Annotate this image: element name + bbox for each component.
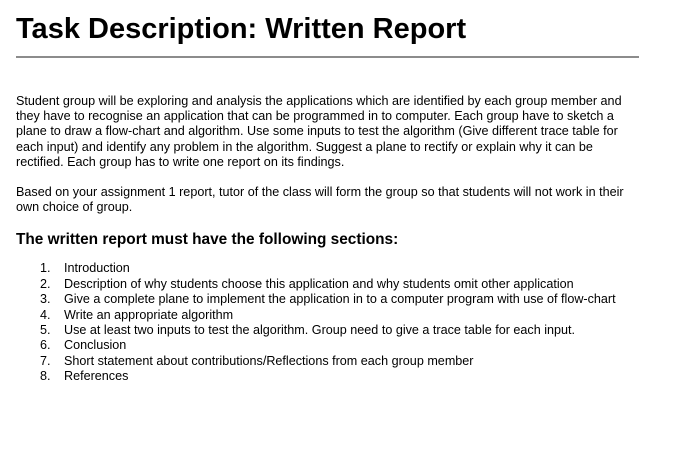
intro-paragraph: Student group will be exploring and analysis the applications which are identified by each group member and they have to recognise an application that can be programmed in to computer. Each group have to sketch a plane to draw a flow-chart and algorithm. Use some inputs to test the algorithm (Give different trace table for each input) and identify any problem in the algorithm. Suggest a plane to rectify or explain why it can be rectified. Each group has to write one report on its findings. bbox=[16, 94, 622, 169]
sections-list bbox=[16, 261, 640, 384]
list-item-number: 7. bbox=[40, 353, 51, 368]
list-item-text: Use at least two inputs to test the algorithm. Group need to give a trace table for each input. bbox=[64, 323, 576, 338]
list-item-number: 3. bbox=[40, 292, 51, 307]
list-item bbox=[16, 354, 640, 369]
list-item bbox=[16, 323, 640, 338]
list-item-number: 5. bbox=[40, 323, 51, 338]
list-item-number: 1. bbox=[40, 261, 51, 276]
sections-heading: The written report must have the following sections: bbox=[16, 231, 399, 249]
list-item-text: References bbox=[64, 369, 129, 384]
group-formation-paragraph: Based on your assignment 1 report, tutor of the class will form the group so that students will not work in their own choice of group. bbox=[16, 185, 624, 215]
document-page bbox=[16, 0, 640, 385]
list-item-text: Short statement about contributions/Reflections from each group member bbox=[64, 353, 474, 368]
list-item bbox=[16, 308, 640, 323]
list-item-number: 4. bbox=[40, 307, 51, 322]
list-item-text: Write an appropriate algorithm bbox=[64, 307, 234, 322]
document-title: Task Description: Written Report bbox=[16, 13, 467, 45]
list-item-text: Introduction bbox=[64, 261, 130, 276]
list-item-number: 2. bbox=[40, 276, 51, 291]
list-item-number: 6. bbox=[40, 338, 51, 353]
list-item bbox=[16, 277, 640, 292]
list-item bbox=[16, 369, 640, 384]
list-item-text: Description of why students choose this application and why students omit other application bbox=[64, 276, 574, 291]
list-item bbox=[16, 338, 640, 353]
list-item bbox=[16, 261, 640, 276]
list-item-text: Conclusion bbox=[64, 338, 127, 353]
list-item-number: 8. bbox=[40, 369, 51, 384]
title-divider bbox=[16, 56, 639, 58]
list-item-text: Give a complete plane to implement the application in to a computer program with use of flow-chart bbox=[64, 292, 616, 307]
list-item bbox=[16, 292, 640, 307]
